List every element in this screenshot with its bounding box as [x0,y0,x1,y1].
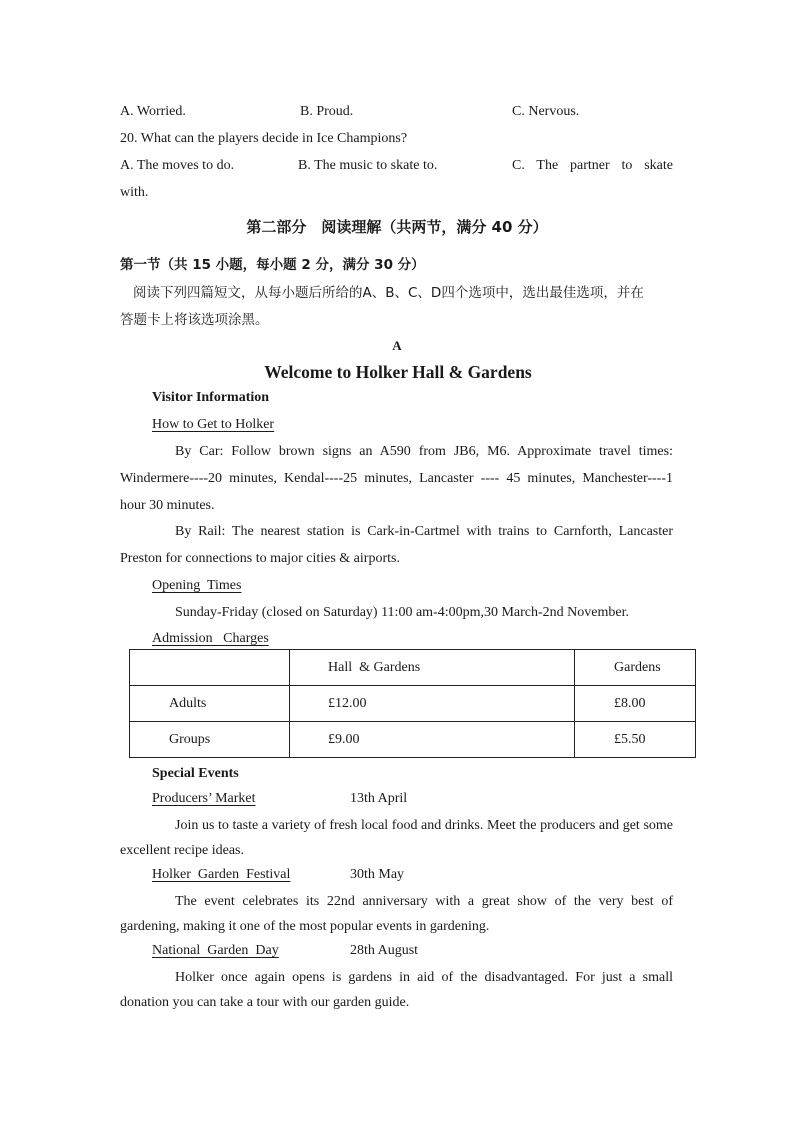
q19-option-c: C. Nervous. [512,104,580,119]
opening-times-heading: Opening Times [152,578,242,593]
table-cell: £8.00 [575,686,696,722]
table-header-cell: Gardens [575,650,696,686]
rail-directions-line1: By Rail: The nearest station is Cark-in-Cartmel with trains to Carnforth, Lancaster [175,524,673,539]
event-name: National Garden Day [152,943,279,958]
table-cell: £5.50 [575,722,696,758]
q20-option-c: C. The partner to skate [512,158,673,173]
admission-heading: Admission Charges [152,631,269,646]
instructions-line2: 答题卡上将该选项涂黑。 [120,312,269,328]
event-description-line1: The event celebrates its 22nd anniversary with a great show of the very best of [175,894,673,909]
table-header-cell: Hall & Gardens [290,650,575,686]
event-description-line1: Join us to taste a variety of fresh local food and drinks. Meet the producers and get some [175,818,673,833]
table-cell: £9.00 [290,722,575,758]
event-name: Producers’ Market [152,791,256,806]
q20-question: 20. What can the players decide in Ice Champions? [120,131,408,146]
table-row [130,722,696,758]
event-description-line1: Holker once again opens is gardens in aid of the disadvantaged. For just a small [175,970,673,985]
q20-option-b: B. The music to skate to. [298,158,438,173]
table-cell: Groups [130,722,290,758]
instructions-line1: 阅读下列四篇短文，从每小题后所给的A、B、C、D四个选项中，选出最佳选项，并在 [133,285,644,301]
event-description-line2: excellent recipe ideas. [120,843,244,858]
visitor-info-heading: Visitor Information [152,390,270,405]
event-date: 30th May [350,867,405,882]
section1-title: 第一节（共 15 小题，每小题 2 分，满分 30 分） [120,257,425,273]
car-directions-line1: By Car: Follow brown signs an A590 from JB6, M6. Approximate travel times: [175,444,673,459]
passage-label: A [392,338,402,353]
special-events-heading: Special Events [152,766,239,781]
rail-directions-line2: Preston for connections to major cities & airports. [120,551,400,566]
car-directions-line2: Windermere----20 minutes, Kendal----25 minutes, Lancaster ---- 45 minutes, Manchester----1 [120,471,673,486]
event-name: Holker Garden Festival [152,867,291,882]
table-row [130,686,696,722]
q20-option-c-cont: with. [120,185,149,200]
passage-title: Welcome to Holker Hall & Gardens [264,362,532,382]
admission-table [129,649,696,758]
table-row [130,650,696,686]
table-header-cell [130,650,290,686]
part2-title: 第二部分 阅读理解（共两节，满分 40 分） [246,218,548,236]
table-cell: Adults [130,686,290,722]
event-date: 28th August [350,943,419,958]
q19-option-b: B. Proud. [300,104,354,119]
event-date: 13th April [350,791,408,806]
q19-option-a: A. Worried. [120,104,186,119]
how-to-get-heading: How to Get to Holker [152,417,275,432]
opening-times-text: Sunday-Friday (closed on Saturday) 11:00 am-4:00pm,30 March-2nd November. [175,605,630,620]
event-description-line2: gardening, making it one of the most popular events in gardening. [120,919,490,934]
q20-option-a: A. The moves to do. [120,158,235,173]
event-description-line2: donation you can take a tour with our garden guide. [120,995,410,1010]
car-directions-line3: hour 30 minutes. [120,498,215,513]
table-cell: £12.00 [290,686,575,722]
